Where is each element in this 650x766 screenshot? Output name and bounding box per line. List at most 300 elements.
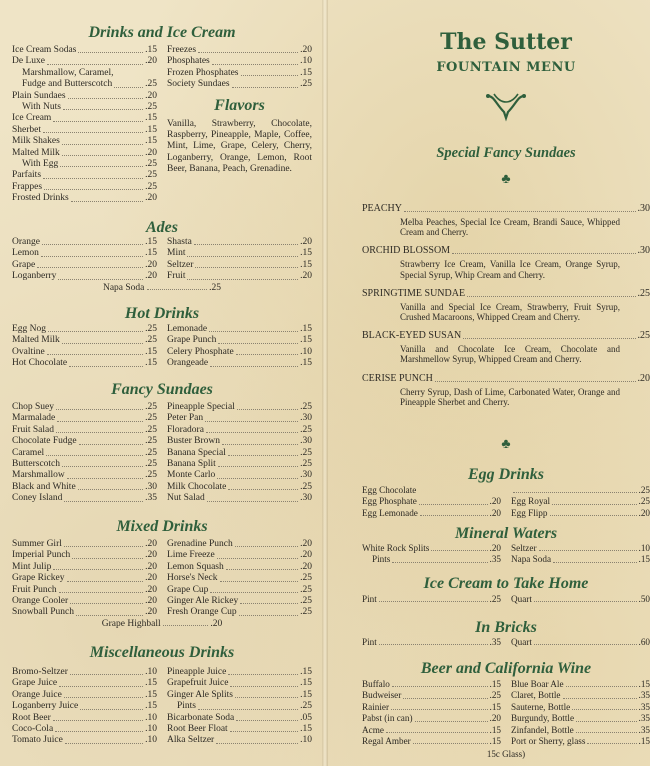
menu-item-price: .15 bbox=[489, 724, 501, 735]
fancy-sundaes-col2 bbox=[167, 402, 312, 505]
menu-item-name: Malted Milk bbox=[12, 335, 60, 346]
menu-item-name: Budweiser bbox=[362, 690, 402, 701]
menu-item-name: Hot Chocolate bbox=[12, 358, 68, 369]
hot-drinks-grid bbox=[12, 324, 312, 370]
menu-item bbox=[167, 402, 312, 413]
menu-item-name: Orange bbox=[12, 237, 40, 247]
menu-item-name: Seltzer bbox=[167, 259, 194, 270]
flavors-text: Vanilla, Strawberry, Chocolate, Raspberry, Pineapple, Maple, Coffee, Mint, Lime, Grape, Celery, Cherry, Loganberry, Orange, Lemon, Root Beer, Banana, Peach, Grenadine. bbox=[167, 118, 312, 175]
special-sundae-name: BLACK-EYED SUSAN bbox=[362, 330, 462, 342]
section-title-ades: Ades bbox=[146, 219, 178, 236]
menu-item-price: .20 bbox=[145, 147, 157, 158]
menu-item-name: Orange Juice bbox=[12, 689, 62, 700]
menu-item-name: With Egg bbox=[22, 159, 59, 170]
menu-item-name: Pineapple Juice bbox=[167, 667, 227, 677]
menu-item bbox=[511, 554, 650, 565]
menu-item-price: .15 bbox=[489, 701, 501, 712]
napa-soda-price: .25 bbox=[209, 283, 222, 293]
menu-item bbox=[12, 271, 157, 282]
menu-item-name: Alka Seltzer bbox=[167, 735, 215, 746]
menu-item bbox=[167, 68, 312, 79]
misc-drinks-col2 bbox=[167, 667, 312, 747]
menu-item-name: Marmalade bbox=[12, 413, 56, 424]
menu-item-price: .15 bbox=[145, 136, 157, 147]
menu-item bbox=[167, 347, 312, 358]
menu-item-name: Egg Phosphate bbox=[362, 496, 417, 507]
menu-item bbox=[167, 562, 312, 573]
menu-item-name: De Luxe bbox=[12, 56, 45, 67]
menu-item bbox=[12, 45, 157, 56]
menu-item-price: .25 bbox=[145, 170, 157, 181]
menu-item bbox=[167, 690, 312, 701]
special-sundae-desc: Vanilla and Special Ice Cream, Strawberry, Fruit Syrup, Crushed Macaroons, Whipped Cream and Cherry. bbox=[400, 301, 620, 323]
special-sundae-name: SPRINGTIME SUNDAE bbox=[362, 287, 466, 299]
menu-item-price: .15 bbox=[145, 248, 157, 259]
menu-item-price: .35 bbox=[638, 713, 650, 724]
menu-item-price: .10 bbox=[300, 735, 312, 746]
menu-item-price: .15 bbox=[300, 259, 312, 270]
menu-item bbox=[12, 237, 157, 248]
menu-item-name: Ovaltine bbox=[12, 346, 45, 357]
menu-item bbox=[167, 482, 312, 493]
menu-item bbox=[12, 724, 157, 735]
special-sundaes-list bbox=[362, 203, 650, 415]
menu-item-price: .15 bbox=[145, 237, 157, 247]
menu-item bbox=[12, 690, 157, 701]
special-sundae-name: ORCHID BLOSSOM bbox=[362, 245, 451, 257]
menu-item bbox=[167, 271, 312, 282]
menu-item-name: Frosted Drinks bbox=[12, 193, 69, 204]
menu-item bbox=[12, 573, 157, 584]
menu-item bbox=[511, 637, 650, 648]
menu-item bbox=[362, 508, 501, 519]
menu-item-name: Egg Chocolate bbox=[362, 485, 417, 495]
menu-item bbox=[167, 45, 312, 56]
menu-item-price: .25 bbox=[300, 447, 312, 458]
menu-item bbox=[362, 554, 501, 565]
in-bricks-col1 bbox=[362, 637, 501, 648]
menu-item bbox=[511, 713, 650, 724]
menu-item-name: Plain Sundaes bbox=[12, 90, 66, 101]
menu-item-name: Frozen Phosphates bbox=[167, 67, 239, 78]
menu-item bbox=[12, 539, 157, 550]
section-title-in-bricks: In Bricks bbox=[475, 619, 537, 636]
menu-item bbox=[12, 562, 157, 573]
menu-item-price: .20 bbox=[145, 584, 157, 595]
menu-item bbox=[12, 170, 157, 181]
drinks-ice-cream-col2 bbox=[167, 45, 312, 91]
grape-highball-name: Grape Highball bbox=[101, 619, 161, 629]
menu-item bbox=[12, 470, 157, 481]
menu-item bbox=[12, 735, 157, 746]
egg-drinks-col2 bbox=[511, 485, 650, 519]
menu-item-name: Shasta bbox=[167, 237, 192, 247]
special-sundae-head bbox=[362, 203, 650, 215]
menu-item-price: .20 bbox=[145, 90, 157, 101]
menu-item-name: Seltzer bbox=[511, 543, 537, 553]
in-bricks-grid bbox=[362, 637, 650, 648]
menu-item-price: .25 bbox=[145, 436, 157, 447]
menu-item-name: Egg Flipp bbox=[511, 507, 548, 518]
menu-item-name: Buster Brown bbox=[167, 436, 221, 447]
menu-item bbox=[12, 260, 157, 271]
menu-item-name: Regal Amber bbox=[362, 736, 411, 747]
menu-item bbox=[167, 585, 312, 596]
menu-item-name: Egg Nog bbox=[12, 324, 47, 334]
menu-item bbox=[167, 324, 312, 335]
special-sundae-head bbox=[362, 288, 650, 300]
menu-item-price: .20 bbox=[145, 271, 157, 282]
menu-item-name: Root Beer Float bbox=[167, 724, 228, 735]
menu-item-price: .50 bbox=[638, 594, 650, 604]
menu-item-price: .15 bbox=[300, 67, 312, 78]
menu-item bbox=[511, 485, 650, 496]
menu-item bbox=[12, 68, 157, 79]
menu-item bbox=[12, 324, 157, 335]
in-bricks-col2 bbox=[511, 637, 650, 648]
menu-item bbox=[167, 573, 312, 584]
menu-item bbox=[167, 678, 312, 689]
menu-item-name: Fresh Orange Cup bbox=[167, 607, 237, 618]
menu-item bbox=[362, 736, 501, 747]
menu-item bbox=[12, 425, 157, 436]
menu-item bbox=[167, 436, 312, 447]
menu-item bbox=[167, 539, 312, 550]
ades-grid bbox=[12, 237, 312, 283]
menu-item bbox=[511, 543, 650, 554]
menu-item-name: Burgundy, Bottle bbox=[511, 713, 575, 724]
menu-item-price: .25 bbox=[489, 594, 501, 604]
menu-item-name: Milk Chocolate bbox=[167, 481, 227, 492]
menu-item-price: .25 bbox=[145, 470, 157, 481]
menu-item-price: .15 bbox=[638, 554, 650, 565]
menu-item bbox=[167, 607, 312, 618]
menu-item-name: Grape Punch bbox=[167, 335, 217, 346]
special-sundae-desc: Strawberry Ice Cream, Vanilla Ice Cream, Orange Syrup, Special Syrup, Whip Cream and Cherry. bbox=[400, 259, 620, 280]
napa-soda-name: Napa Soda bbox=[102, 283, 145, 293]
menu-item-name: Grape Cup bbox=[167, 584, 209, 595]
grape-highball-price: .20 bbox=[210, 619, 223, 629]
menu-item-name: Peter Pan bbox=[167, 413, 204, 424]
menu-item bbox=[12, 125, 157, 136]
section-title-take-home: Ice Cream to Take Home bbox=[423, 575, 589, 592]
menu-item-price: .10 bbox=[145, 724, 157, 735]
menu-item-name: Grape Juice bbox=[12, 678, 58, 689]
menu-item-name: Milk Shakes bbox=[12, 136, 60, 147]
mineral-waters-col2 bbox=[511, 543, 650, 566]
menu-item bbox=[362, 543, 501, 554]
menu-item bbox=[12, 459, 157, 470]
menu-item-name: Society Sundaes bbox=[167, 79, 230, 90]
menu-item-name: Floradora bbox=[167, 424, 204, 435]
special-sundae-item bbox=[362, 373, 650, 407]
menu-item-name: Bicarbonate Soda bbox=[167, 712, 235, 723]
menu-item-name: Bromo-Seltzer bbox=[12, 667, 68, 677]
menu-item-price: .25 bbox=[638, 485, 650, 495]
special-sundae-head bbox=[362, 245, 650, 257]
menu-item-price: .10 bbox=[638, 543, 650, 553]
menu-item-name: Black and White bbox=[12, 481, 76, 492]
menu-item-name: Frappes bbox=[12, 181, 43, 192]
menu-item bbox=[12, 413, 157, 424]
section-title-mixed-drinks: Mixed Drinks bbox=[116, 518, 208, 535]
menu-item-price: .15 bbox=[300, 248, 312, 259]
section-title-egg-drinks: Egg Drinks bbox=[467, 466, 545, 483]
menu-item-name: Banana Special bbox=[167, 447, 226, 458]
menu-item-price: .25 bbox=[300, 402, 312, 412]
menu-item-price: .25 bbox=[145, 159, 157, 170]
special-sundae-price: .20 bbox=[637, 372, 650, 384]
menu-item bbox=[167, 667, 312, 678]
menu-item bbox=[12, 701, 157, 712]
menu-item-price: .20 bbox=[145, 607, 157, 618]
menu-item-price: .25 bbox=[145, 79, 157, 90]
menu-item-price: .10 bbox=[300, 56, 312, 67]
menu-item-name: Lemon bbox=[12, 248, 39, 259]
section-title-beer-wine: Beer and California Wine bbox=[420, 660, 592, 677]
menu-item-name: Egg Lemonade bbox=[362, 507, 418, 518]
menu-item bbox=[167, 459, 312, 470]
menu-item bbox=[12, 596, 157, 607]
menu-item-price: .25 bbox=[300, 607, 312, 618]
menu-item bbox=[12, 667, 157, 678]
menu-item-price: .20 bbox=[145, 56, 157, 67]
menu-item-price: .20 bbox=[300, 539, 312, 549]
menu-item-name: Caramel bbox=[12, 447, 45, 458]
menu-item-price: .10 bbox=[145, 735, 157, 746]
menu-item-name: Chop Suey bbox=[12, 402, 54, 412]
grape-highball-line bbox=[12, 619, 312, 629]
menu-item-price: .25 bbox=[300, 701, 312, 712]
menu-item-name: Horse's Neck bbox=[167, 573, 218, 584]
menu-item bbox=[167, 248, 312, 259]
menu-item-name: Phosphates bbox=[167, 56, 210, 67]
menu-item-price: .35 bbox=[489, 637, 501, 647]
menu-item bbox=[167, 413, 312, 424]
menu-item-price: .25 bbox=[638, 496, 650, 507]
menu-item bbox=[511, 679, 650, 690]
menu-item bbox=[167, 713, 312, 724]
menu-item-name: Lemonade bbox=[167, 324, 208, 334]
take-home-col2 bbox=[511, 594, 650, 605]
menu-item-price: .25 bbox=[145, 335, 157, 346]
menu-item-price: .15 bbox=[300, 324, 312, 334]
menu-item-price: .20 bbox=[300, 271, 312, 282]
menu-item-name: Egg Royal bbox=[511, 496, 551, 507]
menu-item-name: Port or Sherry, glass bbox=[511, 736, 586, 747]
menu-item-price: .15 bbox=[145, 124, 157, 135]
take-home-grid bbox=[362, 594, 650, 605]
menu-item bbox=[167, 335, 312, 346]
special-sundae-price: .25 bbox=[637, 287, 650, 299]
menu-item-name: Buffalo bbox=[362, 679, 390, 689]
menu-item-name: Snowball Punch bbox=[12, 607, 75, 618]
menu-item bbox=[12, 91, 157, 102]
menu-item bbox=[167, 79, 312, 90]
beer-wine-note: 15c Glass) bbox=[486, 749, 526, 759]
menu-item bbox=[362, 637, 501, 648]
header-ornament-icon bbox=[362, 90, 650, 129]
mixed-drinks-col2 bbox=[167, 539, 312, 619]
menu-item-price: .10 bbox=[300, 346, 312, 357]
special-sundae-item bbox=[362, 330, 650, 364]
clover-ornament-icon-2: ♣ bbox=[501, 437, 511, 452]
menu-item-name: Acme bbox=[362, 724, 384, 735]
menu-item-price: .30 bbox=[300, 493, 312, 504]
menu-item-price: .20 bbox=[145, 193, 157, 204]
menu-item-name: Rainier bbox=[362, 701, 390, 712]
menu-item-name: Blue Boar Ale bbox=[511, 679, 564, 689]
menu-item-name: Coney Island bbox=[12, 493, 63, 504]
beer-wine-col1 bbox=[362, 679, 501, 747]
menu-item bbox=[167, 701, 312, 712]
menu-item-name: Tomato Juice bbox=[12, 735, 63, 746]
menu-item bbox=[167, 470, 312, 481]
menu-item-price: .25 bbox=[145, 402, 157, 412]
menu-item-price: .20 bbox=[489, 496, 501, 507]
menu-item bbox=[362, 702, 501, 713]
menu-item-name: Grape bbox=[12, 259, 36, 270]
menu-item-name: Loganberry Juice bbox=[12, 701, 79, 712]
menu-item-name: Nut Salad bbox=[167, 493, 205, 504]
menu-item-price: .20 bbox=[300, 237, 312, 247]
menu-item-price: .35 bbox=[489, 554, 501, 565]
menu-item-name: White Rock Splits bbox=[362, 543, 430, 553]
menu-item-name: Banana Split bbox=[167, 459, 216, 470]
menu-item-price: .10 bbox=[145, 667, 157, 677]
menu-item bbox=[12, 159, 157, 170]
section-title-fancy-sundaes: Fancy Sundaes bbox=[111, 381, 213, 398]
section-title-flavors: Flavors bbox=[214, 96, 265, 114]
beer-wine-col2 bbox=[511, 679, 650, 747]
menu-item-name: Pints bbox=[372, 554, 391, 565]
menu-item-name: Grenadine Punch bbox=[167, 539, 233, 549]
menu-item-price: .15 bbox=[145, 346, 157, 357]
menu-item-name: Malted Milk bbox=[12, 147, 60, 158]
mineral-waters-col1 bbox=[362, 543, 501, 566]
menu-item bbox=[167, 448, 312, 459]
menu-item-price: .15 bbox=[145, 358, 157, 369]
menu-item-price: .20 bbox=[145, 539, 157, 549]
menu-item-price: .15 bbox=[300, 667, 312, 677]
menu-item bbox=[362, 713, 501, 724]
drinks-ice-cream-col1 bbox=[12, 45, 157, 205]
menu-item-price: .30 bbox=[300, 436, 312, 447]
menu-item-price: .20 bbox=[638, 507, 650, 518]
menu-item-price: .15 bbox=[300, 724, 312, 735]
menu-item-name: Ginger Ale Rickey bbox=[167, 596, 239, 607]
menu-item bbox=[12, 436, 157, 447]
menu-item-name: Root Beer bbox=[12, 712, 51, 723]
menu-item-name: Ice Cream bbox=[12, 113, 52, 124]
menu-item bbox=[362, 725, 501, 736]
menu-item bbox=[12, 585, 157, 596]
mineral-waters-grid bbox=[362, 543, 650, 566]
section-title-drinks-ice-cream: Drinks and Ice Cream bbox=[88, 24, 236, 41]
menu-item-name: Pabst (in can) bbox=[362, 713, 413, 724]
menu-item bbox=[362, 496, 501, 507]
menu-item-price: .25 bbox=[300, 481, 312, 492]
menu-item-price: .20 bbox=[145, 596, 157, 607]
menu-item-price: .20 bbox=[489, 713, 501, 724]
menu-item-price: .30 bbox=[145, 481, 157, 492]
menu-item-price: .35 bbox=[638, 724, 650, 735]
menu-item bbox=[511, 702, 650, 713]
menu-item bbox=[12, 448, 157, 459]
menu-item-price: .30 bbox=[300, 470, 312, 481]
menu-item-price: .15 bbox=[145, 701, 157, 712]
section-title-misc-drinks: Miscellaneous Drinks bbox=[89, 644, 235, 661]
menu-item-price: .35 bbox=[638, 701, 650, 712]
menu-item bbox=[12, 347, 157, 358]
menu-item-price: .25 bbox=[300, 584, 312, 595]
menu-item bbox=[12, 56, 157, 67]
ades-col1 bbox=[12, 237, 157, 283]
section-title-special-sundaes: Special Fancy Sundaes bbox=[436, 145, 576, 161]
menu-item-name: Butterscotch bbox=[12, 459, 61, 470]
menu-item-price: .25 bbox=[300, 424, 312, 435]
menu-item bbox=[167, 493, 312, 504]
menu-title: The Sutter bbox=[440, 29, 572, 55]
menu-item-name: With Nuts bbox=[22, 102, 61, 113]
menu-item-name: Celery Phosphate bbox=[167, 346, 234, 357]
clover-ornament-icon: ♣ bbox=[501, 172, 511, 187]
menu-item-price: .20 bbox=[300, 561, 312, 572]
section-title-hot-drinks: Hot Drinks bbox=[124, 305, 200, 322]
menu-item bbox=[167, 237, 312, 248]
menu-item bbox=[167, 260, 312, 271]
hot-drinks-col2 bbox=[167, 324, 312, 370]
menu-item bbox=[12, 550, 157, 561]
menu-item-name: Claret, Bottle bbox=[511, 690, 561, 701]
menu-item bbox=[511, 508, 650, 519]
menu-item-price: .10 bbox=[145, 712, 157, 723]
menu-item-price: .25 bbox=[145, 424, 157, 435]
menu-item bbox=[12, 335, 157, 346]
menu-item-name: Mint Julip bbox=[12, 561, 52, 572]
special-sundae-head bbox=[362, 330, 650, 342]
menu-item bbox=[12, 148, 157, 159]
menu-item-price: .15 bbox=[145, 678, 157, 689]
menu-item-name: Ginger Ale Splits bbox=[167, 689, 233, 700]
menu-item-price: .15 bbox=[638, 736, 650, 747]
menu-item-price: .15 bbox=[300, 358, 312, 369]
menu-item-name: Pineapple Special bbox=[167, 402, 235, 412]
menu-item-name: Marshmallow, Caramel, bbox=[22, 67, 114, 78]
special-sundae-desc: Vanilla and Chocolate Ice Cream, Chocolate and Marshmellow Syrup, Whipped Cream and Cherry. bbox=[400, 344, 620, 365]
menu-item-price: .15 bbox=[489, 736, 501, 747]
menu-item-price: .15 bbox=[300, 689, 312, 700]
menu-item-price: .25 bbox=[300, 596, 312, 607]
menu-item-name: Coco-Cola bbox=[12, 724, 54, 735]
menu-item bbox=[167, 56, 312, 67]
menu-item-name: Fruit Punch bbox=[12, 584, 57, 595]
menu-item bbox=[167, 425, 312, 436]
egg-drinks-grid bbox=[362, 485, 650, 519]
menu-item-price: .25 bbox=[145, 102, 157, 113]
menu-item-price: .15 bbox=[489, 679, 501, 689]
menu-item-price: .25 bbox=[300, 573, 312, 584]
menu-item-price: .25 bbox=[300, 79, 312, 90]
special-sundae-price: .25 bbox=[637, 330, 650, 342]
menu-item-price: .30 bbox=[300, 413, 312, 424]
menu-item-name: Fruit Salad bbox=[12, 424, 54, 435]
menu-item-name: Napa Soda bbox=[511, 554, 552, 565]
menu-item-price: .60 bbox=[638, 637, 650, 647]
menu-item bbox=[167, 358, 312, 369]
menu-item bbox=[511, 690, 650, 701]
menu-item-name: Quart bbox=[511, 637, 532, 647]
